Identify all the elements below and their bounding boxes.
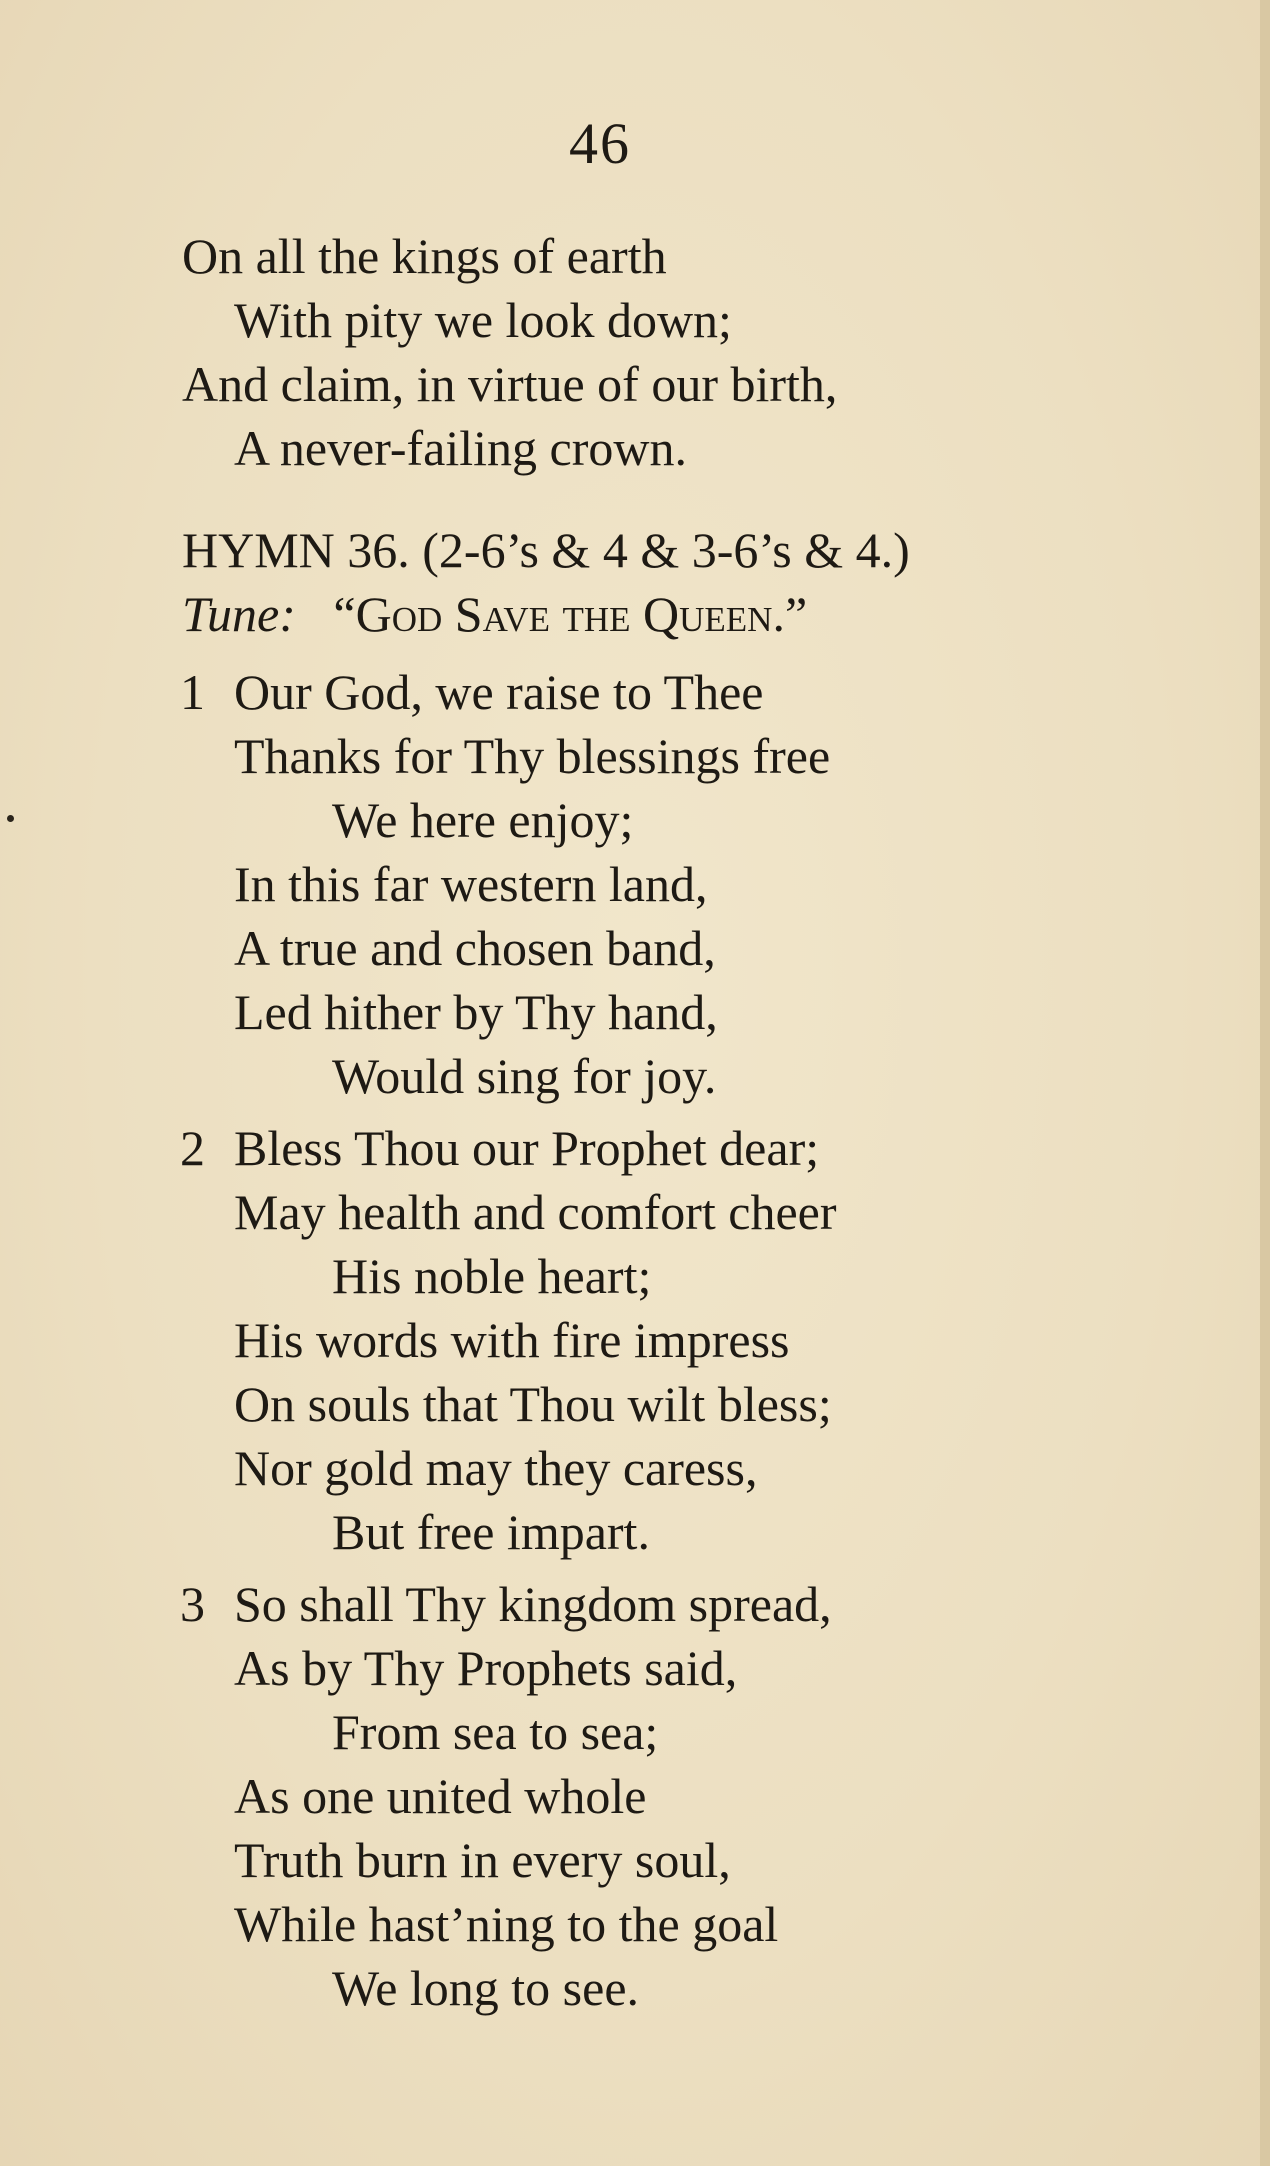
verse-line: A true and chosen band,: [234, 920, 716, 976]
stanza-line: And claim, in virtue of our birth,: [182, 356, 838, 412]
verse-line: So shall Thy kingdom spread,: [234, 1576, 832, 1632]
tune-label: Tune:: [182, 586, 296, 642]
verse-line: In this far western land,: [234, 856, 708, 912]
verse-number: 3: [180, 1576, 205, 1632]
verse-line: Would sing for joy.: [332, 1048, 717, 1104]
verse-number: 1: [180, 664, 205, 720]
verse-line: May health and comfort cheer: [234, 1184, 837, 1240]
page-number: 46: [569, 111, 631, 176]
stanza-line: A never-failing crown.: [234, 420, 688, 476]
verse-line: Thanks for Thy blessings free: [234, 728, 831, 784]
verse-number: 2: [180, 1120, 205, 1176]
hymn-heading: HYMN 36. (2-6’s & 4 & 3-6’s & 4.): [182, 522, 910, 578]
verse-line: From sea to sea;: [332, 1704, 659, 1760]
verse-line: Truth burn in every soul,: [234, 1832, 731, 1888]
verse-line: But free impart.: [332, 1504, 650, 1560]
verse-line: On souls that Thou wilt bless;: [234, 1376, 832, 1432]
stanza-line: On all the kings of earth: [182, 228, 667, 284]
verse-line: Bless Thou our Prophet dear;: [234, 1120, 820, 1176]
tune-name: “God Save the Queen.”: [333, 586, 808, 642]
ink-mark: [7, 815, 14, 822]
verse-line: We long to see.: [332, 1960, 640, 2016]
tune-line: [182, 584, 807, 644]
verse-line: As one united whole: [234, 1768, 647, 1824]
stanza-line: With pity we look down;: [234, 292, 732, 348]
verse-line: We here enjoy;: [332, 792, 634, 848]
verse-line: Led hither by Thy hand,: [234, 984, 718, 1040]
verse-line: His noble heart;: [332, 1248, 652, 1304]
verse-line: While hast’ning to the goal: [234, 1896, 779, 1952]
verse-line: His words with fire impress: [234, 1312, 790, 1368]
verse-line: Nor gold may they caress,: [234, 1440, 758, 1496]
verse-line: As by Thy Prophets said,: [234, 1640, 738, 1696]
verse-line: Our God, we raise to Thee: [234, 664, 764, 720]
page-edge: [1260, 0, 1270, 2166]
